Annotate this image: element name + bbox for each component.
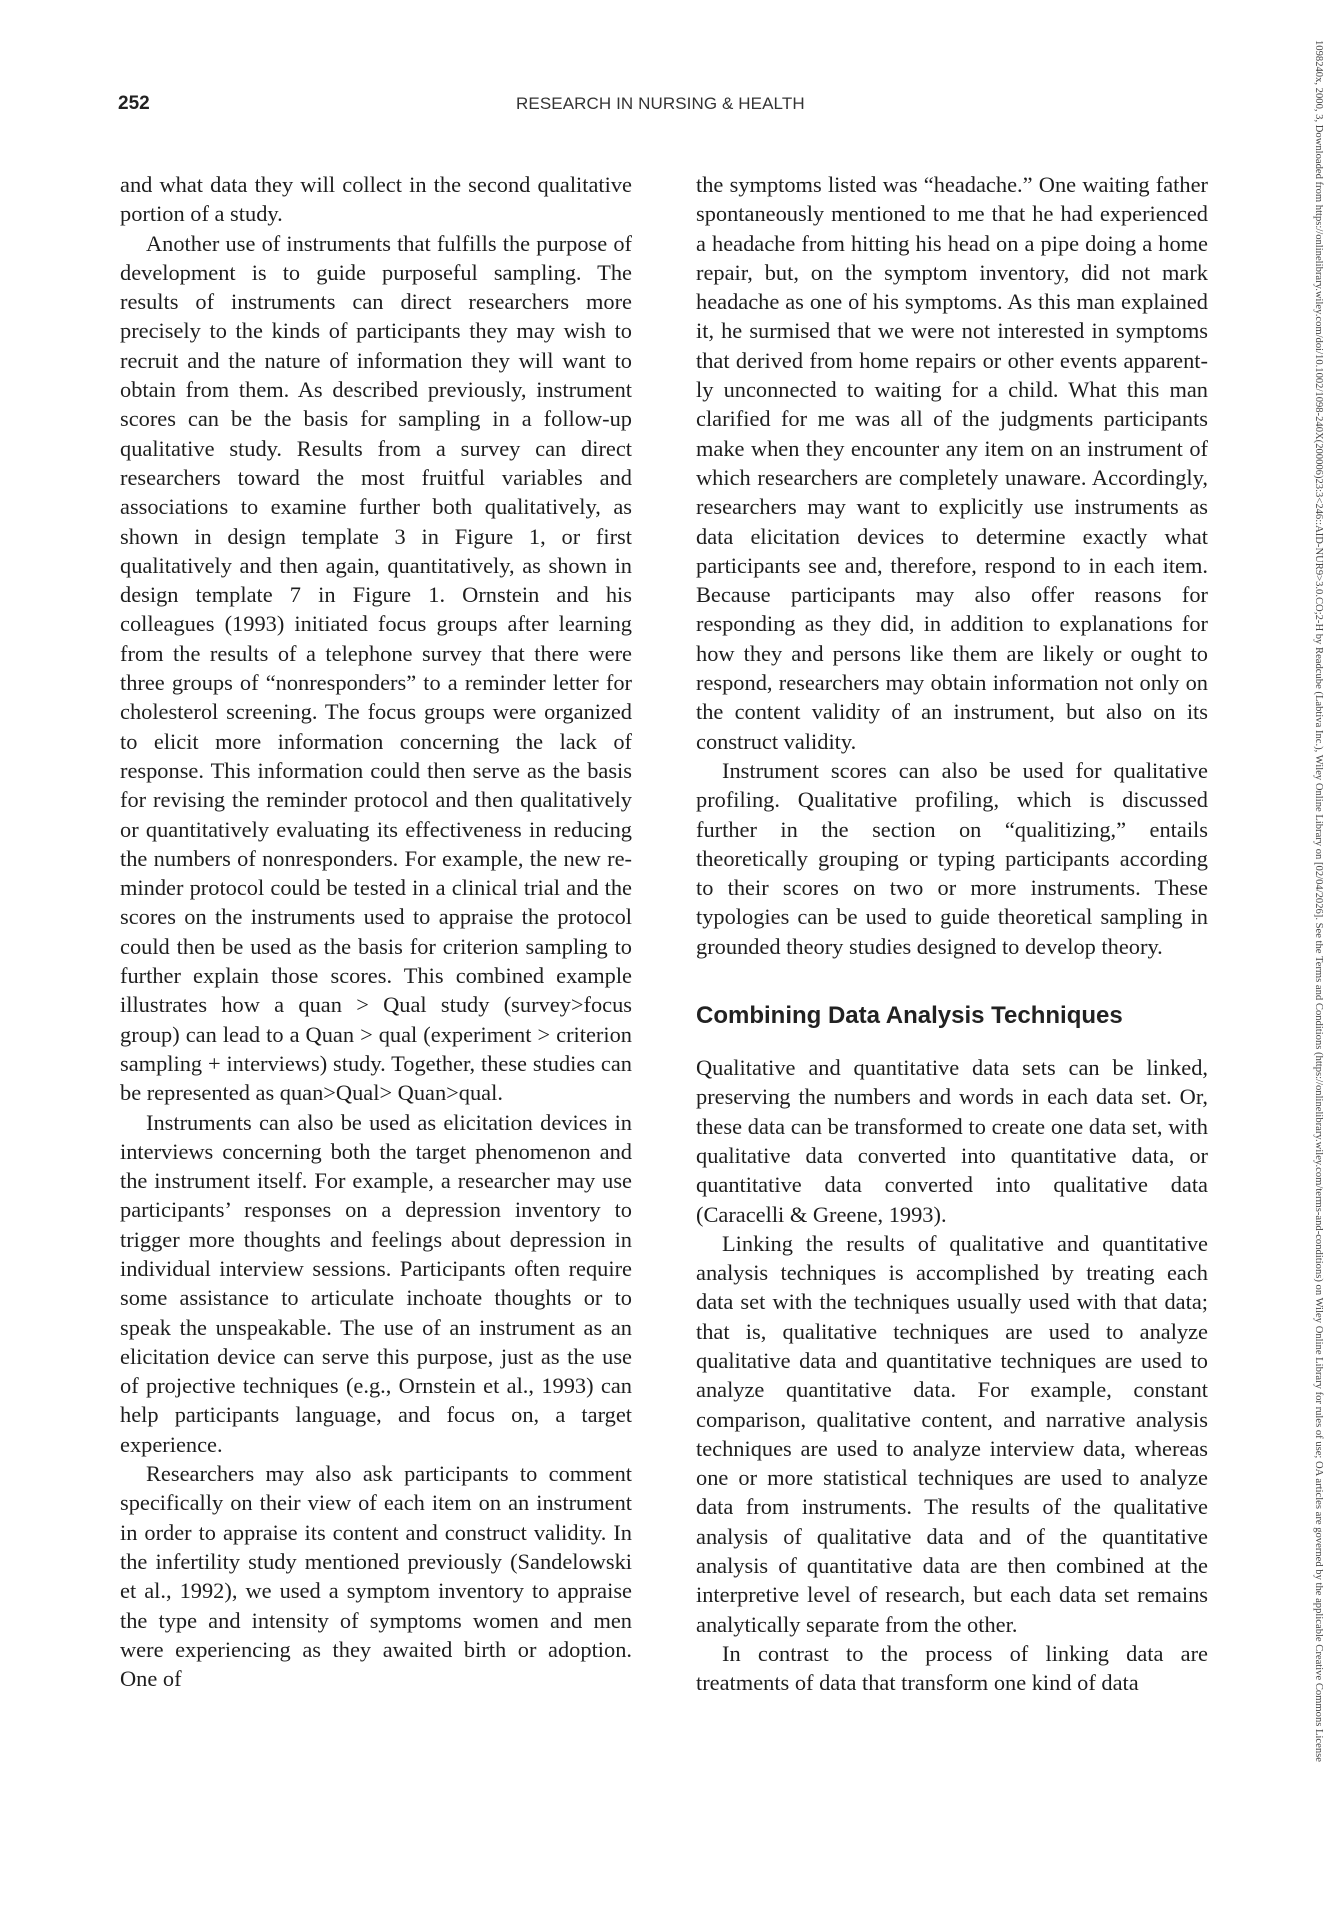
left-column [120, 170, 632, 1693]
body-paragraph-continued: the symptoms listed was “headache.” One waiting father spontaneously mentioned to me that he had experienced a headache from hitting his head on a pipe doing a home repair, but, on the symptom inventory, did not mark headache as one of his symptoms. As this man explained it, he surmised that we were not interested in symptoms that derived from home repairs or other events apparently unconnected to waiting for a child. What this man clarified for me was all of the judgments participants make when they encounter any item on an instrument of which researchers are completely unaware. Accordingly, researchers may want to explicitly use instruments as data elicitation devices to determine exactly what participants see and, therefore, respond to in each item. Because participants may also offer reasons for responding as they did, in addition to explanations for how they and persons like them are likely or ought to respond, researchers may obtain information not only on the content validity of an instrument, but also on its construct validity. [696, 172, 1208, 754]
download-watermark [1310, 40, 1330, 1880]
body-paragraph: In contrast to the process of linking data are treatments of data that transform one kind of data [696, 1640, 1208, 1696]
download-notice-text: 1098240x, 2000, 3, Downloaded from https://onlinelibrary.wiley.com/doi/10.1002/1098-240X(200006)23:3<246::AID-NUR9>3.0.CO;2-H by Readcube (Labtiva Inc.), Wiley Online Library on [02/04/2026]. See the Terms and Conditions (https://onlinelibrary.wiley.com/terms-and-conditions) on Wiley Online Library for rules of use; OA articles are governed by the applicable Creative Commons License [1313, 40, 1324, 1762]
right-column [696, 170, 1208, 1698]
body-paragraph: Qualitative and quantitative data sets can be linked, preserving the numbers and words in each data set. Or, these data can be transformed to create one data set, with qualitative data converted into quantitative data, or quantitative data converted into qualitative data (Caracelli & Greene, 1993). [696, 1055, 1208, 1227]
body-paragraph: Instruments can also be used as elicitation devices in interviews concerning both the target phenomenon and the instrument itself. For example, a researcher may use participants’ responses on a depression inventory to trigger more thoughts and feelings about depression in individual interview sessions. Participants often require some assistance to articulate inchoate thoughts or to speak the unspeakable. The use of an instrument as an elicitation device can serve this purpose, just as the use of projective techniques (e.g., Ornstein et al., 1993) can help participants language, and focus on, a target experience. [120, 1109, 632, 1457]
page-number: 252 [118, 93, 150, 114]
body-paragraph: Instrument scores can also be used for qualitative profiling. Qualitative profiling, which is discussed further in the section on “qualitizing,” entails theoretically grouping or typing participants according to their scores on two or more instruments. These typologies can be used to guide theoretical sampling in grounded theory studies designed to develop theory. [696, 757, 1208, 959]
journal-running-head: RESEARCH IN NURSING & HEALTH [516, 94, 805, 113]
body-paragraph-continued: and what data they will collect in the second qualitative portion of a study. [120, 172, 632, 227]
body-paragraph: Another use of instruments that fulfills the purpose of development is to guide purposeful sampling. The results of instruments can direct researchers more precisely to the kinds of participants they may wish to recruit and the nature of information they will want to obtain from them. As described previously, instrument scores can be the basis for sampling in a follow-up qualitative study. Results from a survey can direct researchers toward the most fruitful variables and associations to examine further both qualitatively, as shown in design template 3 in Figure 1, or first qualitatively and then again, quantitatively, as shown in design template 7 in Figure 1. Ornstein and his colleagues (1993) initiated focus groups after learning from the results of a telephone survey that there were three groups of “nonresponders” to a reminder letter for cholesterol screening. The focus groups were organized to elicit more information concerning the lack of response. This information could then serve as the basis for revising the reminder protocol and then qualitatively or quantitatively evaluating its effectiveness in reducing the numbers of nonresponders. For example, the new reminder protocol could be tested in a clinical trial and the scores on the instruments used to appraise the protocol could then be used as the basis for criterion sampling to further explain those scores. This combined example illustrates how a quan > Qual study (survey>focus group) can lead to a Quan > qual (experiment > criterion sampling + interviews) study. Together, these studies can be represented as quan>Qual> Quan>qual. [120, 230, 632, 1106]
section-heading: Combining Data Analysis Techniques [696, 1002, 1123, 1030]
body-paragraph: Linking the results of qualitative and quantitative analysis techniques is accomplished by treating each data set with the techniques usually used with that data; that is, qualitative techniques are used to analyze qualitative data and quantitative techniques are used to analyze quantitative data. For example, constant comparison, qualitative content, and narrative analysis techniques are used to analyze interview data, whereas one or more statistical techniques are used to analyze data from instruments. The results of the qualitative analysis of qualitative data and of the quantitative analysis of quantitative data are then combined at the interpretive level of research, but each data set remains analytically separate from the other. [696, 1230, 1208, 1637]
body-paragraph: Researchers may also ask participants to comment specifically on their view of each item on an instrument in order to appraise its content and construct validity. In the infertility study mentioned previously (Sandelowski et al., 1992), we used a symptom inventory to appraise the type and intensity of symptoms women and men were experiencing as they awaited birth or adoption. One of [120, 1461, 632, 1692]
